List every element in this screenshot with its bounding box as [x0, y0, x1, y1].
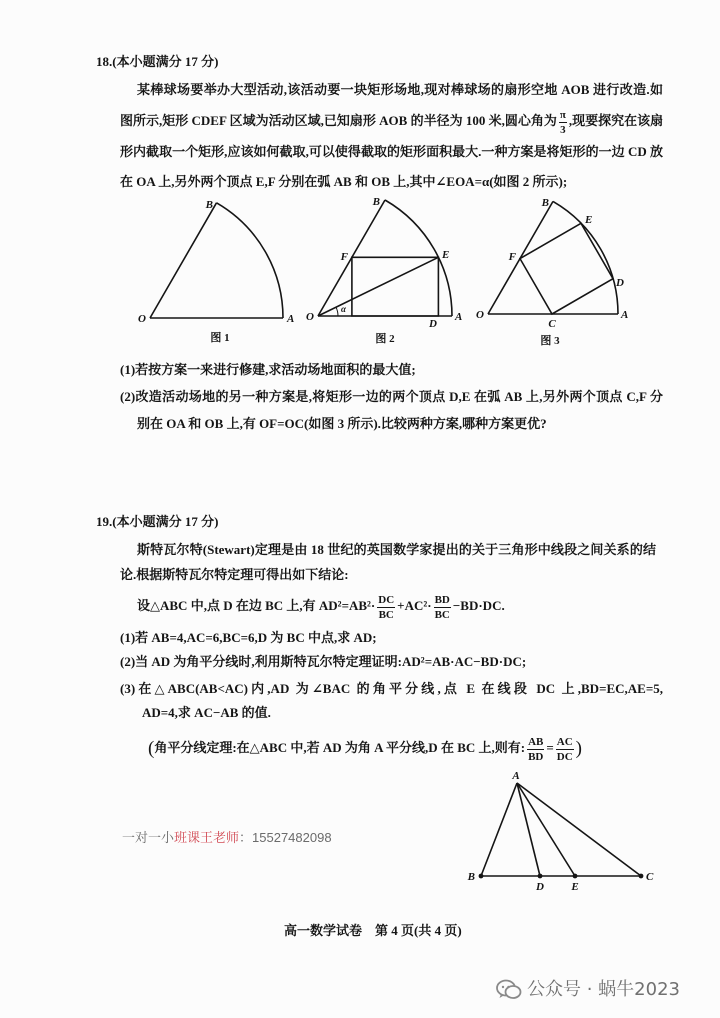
fraction-pi-over-3 — [559, 109, 567, 136]
point-label-B: B — [372, 196, 380, 208]
point-label-O: O — [476, 309, 484, 321]
figure-caption: 图 2 — [375, 333, 395, 345]
segment-AE — [517, 783, 575, 876]
problem-19-question-2: (2)当 AD 为角平分线时,利用斯特瓦尔特定理证明:AD²=AB·AC−BD·DC; — [120, 654, 527, 669]
figure-2 — [306, 196, 462, 345]
fraction-numerator: AC — [556, 735, 573, 748]
open-paren: ( — [148, 738, 155, 760]
rectangle-CDEF — [520, 223, 613, 314]
point-label-F: F — [508, 251, 516, 263]
watermark-part: ：15527482098 — [239, 830, 332, 845]
point-D — [538, 874, 543, 879]
problem-18-header: 18.(本小题满分 17 分) — [96, 54, 219, 69]
problem-18-stem-line-3: 形内截取一个矩形,应该如何截取,可以使得截取的矩形面积最大.一种方案是将矩形的一边 CD 放 — [120, 144, 663, 159]
point-label-C: C — [548, 318, 556, 330]
point-label-B: B — [205, 199, 213, 211]
text-segment: 设△ABC 中,点 D 在边 BC 上,有 AD²=AB²· — [137, 598, 376, 613]
point-E — [573, 874, 578, 879]
point-C — [639, 874, 644, 879]
figure-caption: 图 3 — [540, 335, 560, 347]
wechat-icon — [496, 979, 522, 1001]
teacher-watermark — [122, 830, 332, 846]
fraction-numerator: π — [559, 108, 566, 121]
fraction-denominator: 3 — [560, 123, 566, 136]
problem-18-figures — [140, 195, 630, 350]
fraction-denominator: BC — [378, 608, 394, 621]
point-label-E: E — [571, 881, 579, 893]
stewart-formula — [137, 592, 505, 621]
fraction-denominator: BC — [434, 608, 450, 621]
fraction-dc-over-bc — [377, 594, 395, 621]
point-B — [479, 874, 484, 879]
text-segment: −BD·DC. — [452, 598, 505, 613]
fraction-ac-over-dc — [556, 736, 574, 763]
fraction-numerator: AB — [528, 735, 544, 748]
point-label-D: D — [536, 881, 544, 893]
point-label-D: D — [429, 318, 437, 330]
text-segment: 角平分线定理:在△ABC 中,若 AD 为角 A 平分线,D 在 BC 上,则有: — [154, 740, 526, 755]
fraction-numerator: BD — [434, 593, 450, 606]
equals-sign: = — [546, 740, 554, 755]
page-footer: 高一数学试卷 第 4 页(共 4 页) — [284, 923, 462, 938]
problem-19-question-3-line-2: AD=4,求 AC−AB 的值. — [142, 705, 271, 720]
problem-18-stem-line-4: 在 OA 上,另外两个顶点 E,F 分别在弧 AB 和 OB 上,其中∠EOA=α(如图 2 所示); — [120, 174, 568, 189]
angle-bisector-theorem-note — [148, 734, 582, 763]
problem-19-question-1: (1)若 AB=4,AC=6,BC=6,D 为 BC 中点,求 AD; — [120, 630, 377, 645]
close-paren: ) — [575, 738, 582, 760]
problem-19-intro-line-1: 斯特瓦尔特(Stewart)定理是由 18 世纪的英国数学家提出的关于三角形中线段之间关系的结 — [137, 542, 656, 557]
figure-1 — [138, 199, 294, 344]
problem-18-question-1: (1)若按方案一来进行修建,求活动场地面积的最大值; — [120, 362, 416, 377]
watermark-part: 班课王老师 — [174, 830, 240, 845]
point-label-F: F — [340, 251, 348, 263]
segment-OB — [150, 203, 217, 318]
fraction-bd-over-bc — [434, 594, 451, 621]
point-label-B: B — [541, 197, 549, 209]
fraction-numerator: DC — [378, 593, 395, 606]
text-segment: ,现要探究在该扇 — [568, 113, 664, 128]
point-label-O: O — [138, 313, 146, 325]
point-label-A: A — [512, 770, 520, 782]
account-name: 公众号 · 蜗牛2023 — [527, 979, 680, 1000]
problem-19-triangle-figure — [465, 768, 660, 896]
figure-3 — [476, 197, 628, 347]
arc-AB — [217, 203, 284, 318]
watermark-part: 一对一小 — [122, 830, 175, 845]
problem-19-intro-line-2: 论.根据斯特瓦尔特定理可得出如下结论: — [120, 567, 349, 582]
point-label-C: C — [646, 871, 654, 883]
fraction-denominator: BD — [528, 750, 544, 763]
fraction-denominator: DC — [556, 750, 573, 763]
text-segment: 图所示,矩形 CDEF 区域为活动区域,已知扇形 AOB 的半径为 100 米,圆心角为 — [120, 113, 557, 128]
angle-alpha-arc — [336, 307, 338, 316]
segment-AC — [517, 783, 641, 876]
point-label-E: E — [442, 249, 450, 261]
problem-19-header: 19.(本小题满分 17 分) — [96, 514, 219, 529]
segment-AB — [481, 783, 517, 876]
point-label-E: E — [585, 214, 593, 226]
angle-label-alpha: α — [341, 304, 346, 314]
fraction-ab-over-bd — [527, 736, 544, 763]
problem-18-stem-line-2 — [120, 108, 663, 136]
point-label-O: O — [306, 311, 314, 323]
point-label-A: A — [621, 309, 629, 321]
problem-18-question-2-line-2: 别在 OA 和 OB 上,有 OF=OC(如图 3 所示).比较两种方案,哪种方案更优? — [137, 416, 547, 431]
problem-18-question-2-line-1: (2)改造活动场地的另一种方案是,将矩形一边的两个顶点 D,E 在弧 AB 上,另外两个顶点 C,F 分 — [120, 389, 663, 404]
point-label-A: A — [455, 311, 463, 323]
text-segment: +AC²· — [397, 598, 432, 613]
figure-caption: 图 1 — [210, 332, 230, 344]
point-label-D: D — [616, 277, 624, 289]
problem-18-stem-line-1: 某棒球场要举办大型活动,该活动要一块矩形场地,现对棒球场的扇形空地 AOB 进行改造.如 — [137, 82, 663, 97]
point-label-B: B — [467, 871, 475, 883]
rectangle-CDEF — [352, 257, 439, 316]
point-label-A: A — [287, 313, 295, 325]
problem-19-question-3-line-1: (3)在△ABC(AB<AC)内,AD 为∠BAC 的角平分线,点 E 在线段 DC 上,BD=EC,AE=5, — [120, 681, 663, 696]
